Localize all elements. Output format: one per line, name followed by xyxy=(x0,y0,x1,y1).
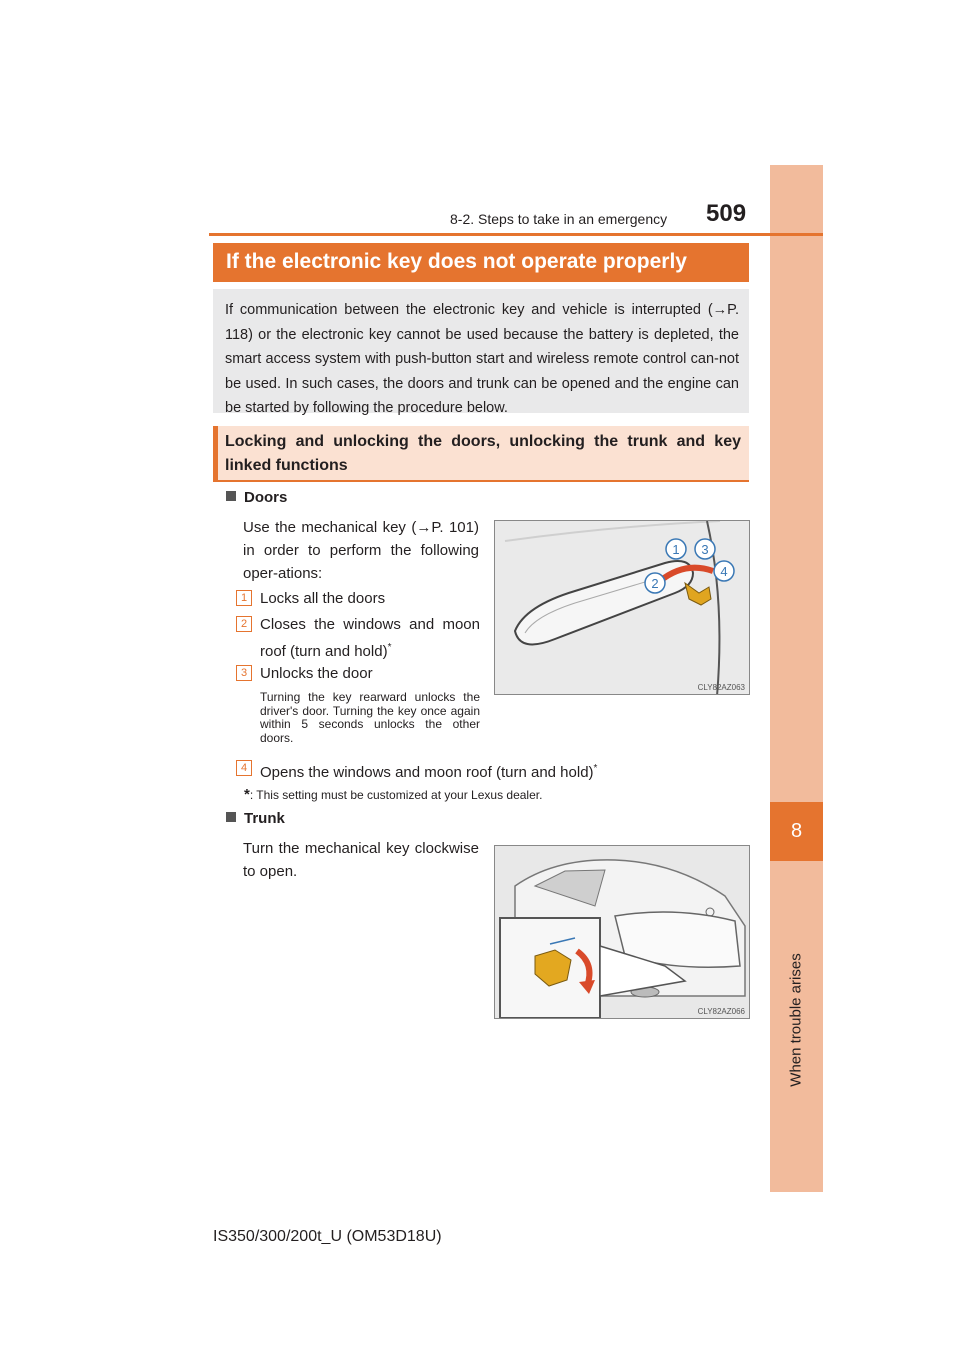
trunk-heading: Trunk xyxy=(226,810,285,827)
bullet-square-icon xyxy=(226,812,236,822)
step-4-text: Opens the windows and moon roof (turn and hold)* xyxy=(260,763,598,781)
doors-text: Use the mechanical key (→P. 101) in order to perform the following oper-ations: xyxy=(243,519,479,582)
chapter-label: When trouble arises xyxy=(787,953,805,1087)
intro-text: If communication between the electronic key and vehicle is interrupted (→P. 118) or the electronic key cannot be used because the battery is depleted, the smart access system with push-button start and wireless remote control can-not be used. In such cases, the doors and trunk can be opened and the engine can be started by following the procedure below. xyxy=(225,302,739,417)
step-number-3: 3 xyxy=(236,665,252,681)
step-number-1: 1 xyxy=(236,590,252,606)
page-number: 509 xyxy=(706,200,747,227)
asterisk-mark: * xyxy=(593,763,598,774)
figure-label: 3 xyxy=(701,542,709,557)
figure-label: 1 xyxy=(672,542,680,557)
doors-heading: Doors xyxy=(226,489,287,506)
manual-code: IS350/300/200t_U (OM53D18U) xyxy=(213,1228,442,1245)
subheading: Locking and unlocking the doors, unlocking the trunk and key linked functions xyxy=(225,433,741,474)
figure-code: CLY82AZ063 xyxy=(697,683,745,692)
section-title: 8-2. Steps to take in an emergency xyxy=(450,211,668,227)
step-3-text: Unlocks the door xyxy=(260,665,373,682)
trunk-figure xyxy=(494,845,750,1019)
footnote: *: This setting must be customized at your Lexus dealer. xyxy=(244,786,543,803)
asterisk-mark: * xyxy=(387,642,392,653)
figure-label: 4 xyxy=(720,564,728,579)
page-title: If the electronic key does not operate properly xyxy=(226,250,687,273)
door-handle-illustration xyxy=(495,521,750,695)
figure-code: CLY82AZ066 xyxy=(697,1007,745,1016)
header-rule xyxy=(209,233,823,236)
step-number-2: 2 xyxy=(236,616,252,632)
bullet-square-icon xyxy=(226,491,236,501)
step-3-note: Turning the key rearward unlocks the driver's door. Turning the key once again within 5 seconds unlocks the other doors. xyxy=(260,690,480,745)
trunk-text: Turn the mechanical key clockwise to open. xyxy=(243,840,479,880)
step-1-text: Locks all the doors xyxy=(260,590,386,607)
figure-label: 2 xyxy=(651,576,659,591)
step-number-4: 4 xyxy=(236,760,252,776)
door-handle-figure xyxy=(494,520,750,695)
chapter-number-tab[interactable]: 8 xyxy=(770,802,823,861)
step-2-text: Closes the windows and moon roof (turn and hold)* xyxy=(260,616,480,660)
trunk-illustration xyxy=(495,846,750,1019)
